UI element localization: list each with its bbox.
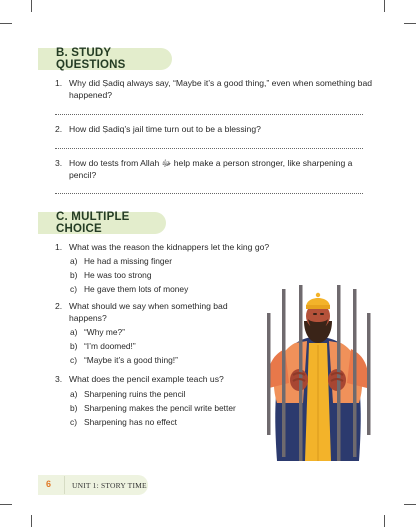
study-question [55, 123, 373, 135]
option-letter: c) [70, 355, 77, 365]
question-text: How do tests from Allah ﷻ help make a person stronger, like sharpening a pencil? [69, 158, 353, 180]
unit-label: UNIT 1: STORY TIME [72, 481, 147, 490]
question-text: What should we say when something bad happens? [69, 301, 228, 323]
crop-mark [31, 0, 32, 12]
page-number: 6 [46, 479, 52, 489]
question-text: What does the pencil example teach us? [69, 374, 224, 384]
option-text: He was too strong [84, 270, 152, 280]
option-text: “Maybe it’s a good thing!” [84, 355, 178, 365]
option-text: He had a missing finger [84, 256, 172, 266]
study-question [55, 157, 373, 181]
question-number: 1. [55, 78, 63, 88]
jail-bar [353, 289, 357, 457]
option-letter: a) [70, 389, 78, 399]
section-b-heading: B. STUDY QUESTIONS [38, 48, 172, 70]
crop-mark [384, 0, 385, 12]
question-text: What was the reason the kidnappers let the king go? [69, 242, 270, 252]
mc-question [55, 300, 260, 324]
question-text: Why did Ṣadiq always say, “Maybe it’s a good thing,” even when something bad happened? [69, 78, 373, 100]
option-letter: c) [70, 417, 77, 427]
option-letter: b) [70, 270, 78, 280]
answer-line[interactable] [55, 148, 363, 149]
question-number: 3. [55, 374, 63, 384]
crop-mark [0, 23, 12, 24]
option-letter: b) [70, 403, 78, 413]
question-number: 2. [55, 301, 63, 311]
answer-line[interactable] [55, 193, 363, 194]
crop-mark [404, 504, 416, 505]
crop-mark [404, 23, 416, 24]
option-text: Sharpening has no effect [84, 417, 177, 427]
option-letter: a) [70, 327, 78, 337]
question-number: 3. [55, 158, 63, 168]
question-text: How did Ṣadiq’s jail time turn out to be a blessing? [69, 124, 261, 134]
option-text: Sharpening ruins the pencil [84, 389, 186, 399]
man-behind-bars-illustration [255, 283, 380, 463]
option-text: “I’m doomed!” [84, 341, 136, 351]
crop-mark [0, 504, 12, 505]
mc-question [55, 373, 260, 385]
option-letter: a) [70, 256, 78, 266]
option-text: Sharpening makes the pencil write better [84, 403, 236, 413]
crop-mark [31, 515, 32, 527]
option-letter: c) [70, 284, 77, 294]
footer-divider [64, 476, 65, 494]
option-text: “Why me?” [84, 327, 125, 337]
option-text: He gave them lots of money [84, 284, 189, 294]
jail-bar [282, 289, 286, 457]
study-question [55, 77, 373, 101]
mc-question [55, 241, 373, 253]
answer-line[interactable] [55, 114, 363, 115]
option-letter: b) [70, 341, 78, 351]
question-number: 2. [55, 124, 63, 134]
jail-bar [367, 313, 371, 435]
section-c-heading: C. MULTIPLE CHOICE [38, 212, 166, 234]
crop-mark [384, 515, 385, 527]
jail-bar [267, 313, 271, 435]
question-number: 1. [55, 242, 63, 252]
